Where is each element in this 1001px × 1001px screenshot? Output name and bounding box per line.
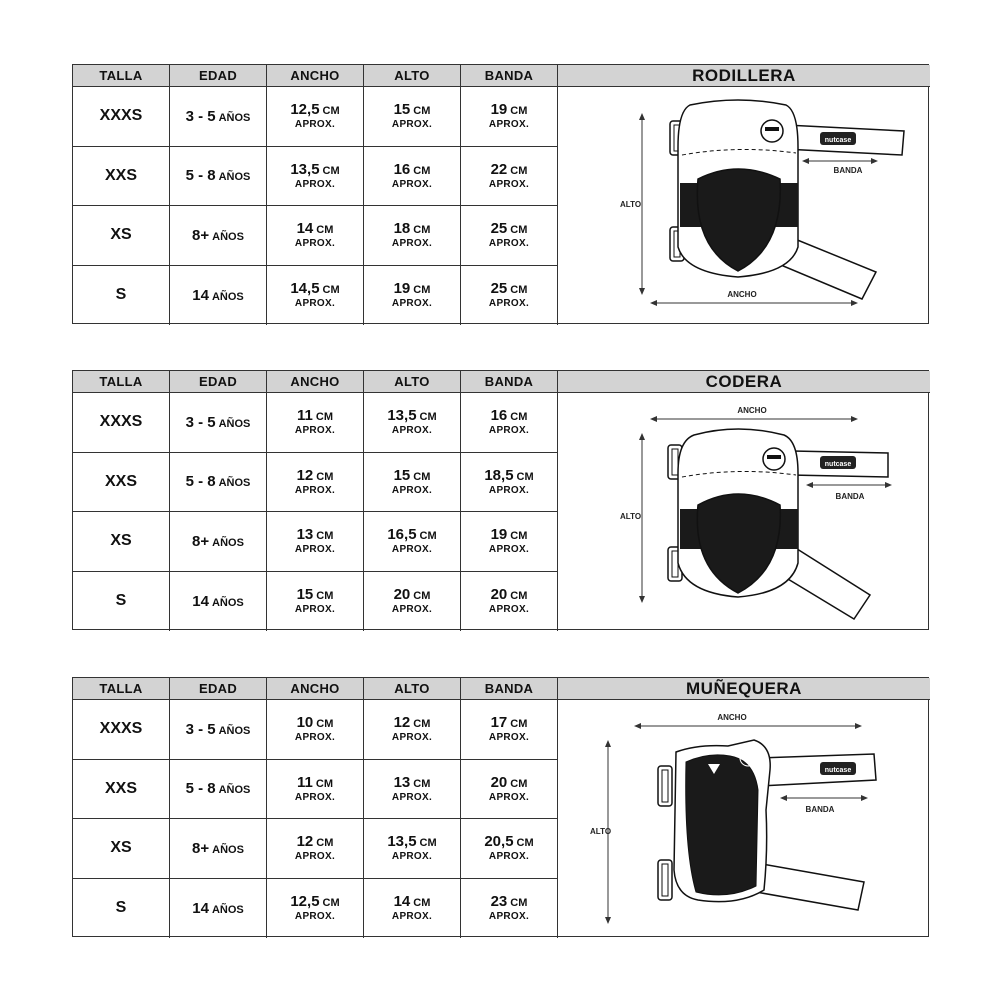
aprox-label: APROX. [294, 178, 336, 190]
table-title: CODERA [558, 371, 930, 393]
ancho-label: ANCHO [737, 406, 767, 415]
cell-ancho [267, 819, 364, 879]
cell-alto [364, 879, 461, 939]
banda-value: 25 [490, 280, 508, 298]
cell-banda [461, 147, 558, 207]
unit-cm: CM [316, 590, 334, 603]
unit-cm: CM [413, 105, 431, 118]
cell-banda [461, 760, 558, 820]
banda-value: 22 [490, 160, 508, 178]
header-ancho: ANCHO [267, 65, 364, 87]
alto-value: 13,5 [387, 833, 417, 851]
unit-cm: CM [516, 837, 534, 850]
cell-size: S [73, 572, 170, 632]
cell-size: XXS [73, 760, 170, 820]
aprox-label: APROX. [391, 425, 433, 437]
cell-age [170, 879, 267, 939]
alto-value: 15 [393, 466, 411, 484]
cell-age [170, 700, 267, 760]
aprox-label: APROX. [488, 544, 530, 556]
size-table-rodillera [72, 64, 929, 324]
aprox-label: APROX. [488, 484, 530, 496]
ancho-value: 12 [296, 833, 314, 851]
header-edad: EDAD [170, 371, 267, 393]
age-value: 8+ [192, 226, 210, 244]
ancho-value: 15 [296, 586, 314, 604]
ancho-value: 11 [297, 407, 313, 425]
cell-alto [364, 266, 461, 326]
banda-value: 20 [490, 586, 508, 604]
cell-ancho [267, 700, 364, 760]
age-unit: AÑOS [212, 536, 244, 549]
age-unit: AÑOS [218, 724, 251, 737]
ancho-label: ANCHO [727, 290, 757, 299]
cell-alto [364, 147, 461, 207]
cell-alto [364, 206, 461, 266]
aprox-label: APROX. [294, 791, 336, 803]
alto-label: ALTO [620, 200, 642, 209]
header-talla: TALLA [73, 678, 170, 700]
cell-banda [461, 879, 558, 939]
cell-alto [364, 572, 461, 632]
banda-value: 17 [490, 714, 508, 732]
cell-alto [364, 393, 461, 453]
age-value: 8+ [192, 839, 210, 857]
unit-cm: CM [413, 897, 431, 910]
age-unit: AÑOS [211, 903, 244, 916]
alto-value: 18 [393, 220, 411, 238]
ancho-value: 12 [296, 466, 314, 484]
cell-size: XS [73, 819, 170, 879]
cell-age [170, 266, 267, 326]
unit-cm: CM [413, 590, 431, 603]
cell-banda [461, 453, 558, 513]
aprox-label: APROX. [488, 119, 530, 131]
header-ancho: ANCHO [267, 678, 364, 700]
aprox-label: APROX. [391, 238, 433, 250]
aprox-label: APROX. [294, 604, 336, 616]
cell-alto [364, 819, 461, 879]
age-unit: AÑOS [218, 111, 251, 124]
header-alto: ALTO [364, 65, 461, 87]
age-value: 5 - 8 [185, 780, 216, 798]
aprox-label: APROX. [391, 119, 433, 131]
age-value: 3 - 5 [185, 720, 216, 738]
unit-cm: CM [315, 411, 333, 424]
aprox-label: APROX. [391, 178, 433, 190]
header-talla: TALLA [73, 65, 170, 87]
cell-size: XXXS [73, 87, 170, 147]
aprox-label: APROX. [488, 604, 530, 616]
cell-banda [461, 266, 558, 326]
table-title: RODILLERA [558, 65, 930, 87]
cell-age [170, 819, 267, 879]
cell-banda [461, 700, 558, 760]
cell-size: XXXS [73, 393, 170, 453]
age-value: 14 [192, 286, 209, 304]
unit-cm: CM [316, 718, 334, 731]
aprox-label: APROX. [488, 425, 530, 437]
unit-cm: CM [322, 164, 340, 177]
cell-size: XXS [73, 453, 170, 513]
header-talla: TALLA [73, 371, 170, 393]
cell-size: XXS [73, 147, 170, 207]
unit-cm: CM [413, 777, 431, 790]
banda-label: BANDA [805, 805, 835, 814]
age-value: 3 - 5 [185, 107, 216, 125]
alto-value: 13,5 [387, 407, 417, 425]
aprox-label: APROX. [391, 791, 433, 803]
cell-size: XXXS [73, 700, 170, 760]
age-unit: AÑOS [212, 230, 244, 243]
banda-value: 16 [490, 407, 508, 425]
alto-label: ALTO [620, 512, 642, 521]
cell-age [170, 393, 267, 453]
cell-banda [461, 87, 558, 147]
aprox-label: APROX. [294, 119, 336, 131]
alto-value: 20 [393, 586, 411, 604]
unit-cm: CM [510, 224, 528, 237]
aprox-label: APROX. [391, 732, 433, 744]
unit-cm: CM [413, 164, 431, 177]
aprox-label: APROX. [294, 851, 336, 863]
cell-size: S [73, 879, 170, 939]
aprox-label: APROX. [488, 732, 530, 744]
header-edad: EDAD [170, 678, 267, 700]
unit-cm: CM [516, 470, 534, 483]
header-banda: BANDA [461, 65, 558, 87]
header-ancho: ANCHO [267, 371, 364, 393]
cell-ancho [267, 453, 364, 513]
unit-cm: CM [413, 718, 431, 731]
age-value: 14 [192, 592, 209, 610]
unit-cm: CM [413, 224, 431, 237]
alto-value: 12 [393, 714, 411, 732]
age-unit: AÑOS [211, 290, 244, 303]
kneepad-diagram [558, 87, 930, 325]
banda-value: 25 [490, 220, 508, 238]
ancho-value: 13,5 [290, 160, 320, 178]
aprox-label: APROX. [294, 732, 336, 744]
age-value: 3 - 5 [185, 413, 216, 431]
unit-cm: CM [316, 837, 334, 850]
banda-value: 23 [490, 893, 508, 911]
aprox-label: APROX. [488, 298, 530, 310]
ancho-value: 12,5 [290, 893, 320, 911]
cell-alto [364, 87, 461, 147]
aprox-label: APROX. [391, 298, 433, 310]
brand-logo: nutcase [824, 767, 852, 774]
age-unit: AÑOS [218, 784, 251, 797]
aprox-label: APROX. [488, 238, 530, 250]
aprox-label: APROX. [488, 911, 530, 923]
cell-ancho [267, 572, 364, 632]
unit-cm: CM [510, 590, 528, 603]
age-unit: AÑOS [211, 596, 244, 609]
brand-logo: nutcase [824, 461, 852, 468]
aprox-label: APROX. [391, 484, 433, 496]
age-value: 5 - 8 [185, 167, 216, 185]
header-alto: ALTO [364, 678, 461, 700]
cell-banda [461, 572, 558, 632]
aprox-label: APROX. [391, 604, 433, 616]
unit-cm: CM [316, 530, 334, 543]
age-unit: AÑOS [218, 171, 251, 184]
alto-value: 19 [393, 280, 411, 298]
age-value: 8+ [192, 532, 210, 550]
unit-cm: CM [316, 224, 334, 237]
banda-value: 18,5 [484, 466, 514, 484]
aprox-label: APROX. [294, 544, 336, 556]
ancho-value: 12,5 [290, 101, 320, 119]
cell-size: S [73, 266, 170, 326]
cell-alto [364, 760, 461, 820]
cell-ancho [267, 393, 364, 453]
unit-cm: CM [510, 897, 528, 910]
unit-cm: CM [419, 411, 437, 424]
banda-value: 19 [490, 526, 508, 544]
unit-cm: CM [419, 837, 437, 850]
cell-ancho [267, 760, 364, 820]
banda-value: 20,5 [484, 833, 514, 851]
unit-cm: CM [510, 105, 528, 118]
header-banda: BANDA [461, 371, 558, 393]
banda-value: 20 [490, 773, 508, 791]
ancho-value: 14 [296, 220, 314, 238]
cell-alto [364, 512, 461, 572]
header-alto: ALTO [364, 371, 461, 393]
alto-value: 16 [393, 160, 411, 178]
ancho-value: 14,5 [290, 280, 320, 298]
cell-age [170, 453, 267, 513]
cell-ancho [267, 512, 364, 572]
unit-cm: CM [316, 470, 334, 483]
aprox-label: APROX. [391, 911, 433, 923]
aprox-label: APROX. [488, 791, 530, 803]
unit-cm: CM [322, 105, 340, 118]
wristguard-icon [558, 700, 930, 938]
cell-banda [461, 512, 558, 572]
aprox-label: APROX. [391, 851, 433, 863]
unit-cm: CM [322, 284, 340, 297]
aprox-label: APROX. [294, 298, 336, 310]
alto-value: 15 [393, 101, 411, 119]
cell-alto [364, 700, 461, 760]
age-unit: AÑOS [218, 417, 251, 430]
unit-cm: CM [413, 284, 431, 297]
cell-banda [461, 393, 558, 453]
unit-cm: CM [510, 777, 528, 790]
table-title: MUÑEQUERA [558, 678, 930, 700]
size-table-munequera [72, 677, 929, 937]
elbowpad-icon [558, 393, 930, 631]
aprox-label: APROX. [488, 178, 530, 190]
cell-ancho [267, 879, 364, 939]
cell-age [170, 572, 267, 632]
banda-label: BANDA [835, 492, 865, 501]
age-value: 5 - 8 [185, 473, 216, 491]
alto-label: ALTO [590, 827, 612, 836]
age-unit: AÑOS [212, 843, 244, 856]
size-table-codera [72, 370, 929, 630]
unit-cm: CM [413, 470, 431, 483]
header-edad: EDAD [170, 65, 267, 87]
aprox-label: APROX. [294, 484, 336, 496]
brand-logo: nutcase [824, 137, 852, 144]
aprox-label: APROX. [294, 425, 336, 437]
unit-cm: CM [510, 284, 528, 297]
banda-value: 19 [490, 101, 508, 119]
cell-age [170, 512, 267, 572]
ancho-label: ANCHO [717, 713, 747, 722]
aprox-label: APROX. [391, 544, 433, 556]
wristguard-diagram [558, 700, 930, 938]
aprox-label: APROX. [294, 911, 336, 923]
unit-cm: CM [322, 897, 340, 910]
ancho-value: 10 [296, 714, 314, 732]
cell-age [170, 760, 267, 820]
cell-age [170, 87, 267, 147]
unit-cm: CM [510, 164, 528, 177]
cell-age [170, 147, 267, 207]
age-value: 14 [192, 899, 209, 917]
cell-ancho [267, 147, 364, 207]
age-unit: AÑOS [218, 477, 251, 490]
unit-cm: CM [510, 411, 528, 424]
banda-label: BANDA [833, 166, 863, 175]
unit-cm: CM [419, 530, 437, 543]
cell-banda [461, 819, 558, 879]
cell-banda [461, 206, 558, 266]
unit-cm: CM [510, 718, 528, 731]
aprox-label: APROX. [294, 238, 336, 250]
header-banda: BANDA [461, 678, 558, 700]
ancho-value: 11 [297, 773, 313, 791]
cell-ancho [267, 206, 364, 266]
kneepad-icon [558, 87, 930, 325]
cell-ancho [267, 266, 364, 326]
ancho-value: 13 [296, 526, 314, 544]
alto-value: 13 [393, 773, 411, 791]
cell-size: XS [73, 512, 170, 572]
cell-age [170, 206, 267, 266]
unit-cm: CM [315, 777, 333, 790]
elbowpad-diagram [558, 393, 930, 631]
aprox-label: APROX. [488, 851, 530, 863]
cell-alto [364, 453, 461, 513]
alto-value: 14 [393, 893, 411, 911]
cell-ancho [267, 87, 364, 147]
alto-value: 16,5 [387, 526, 417, 544]
cell-size: XS [73, 206, 170, 266]
unit-cm: CM [510, 530, 528, 543]
